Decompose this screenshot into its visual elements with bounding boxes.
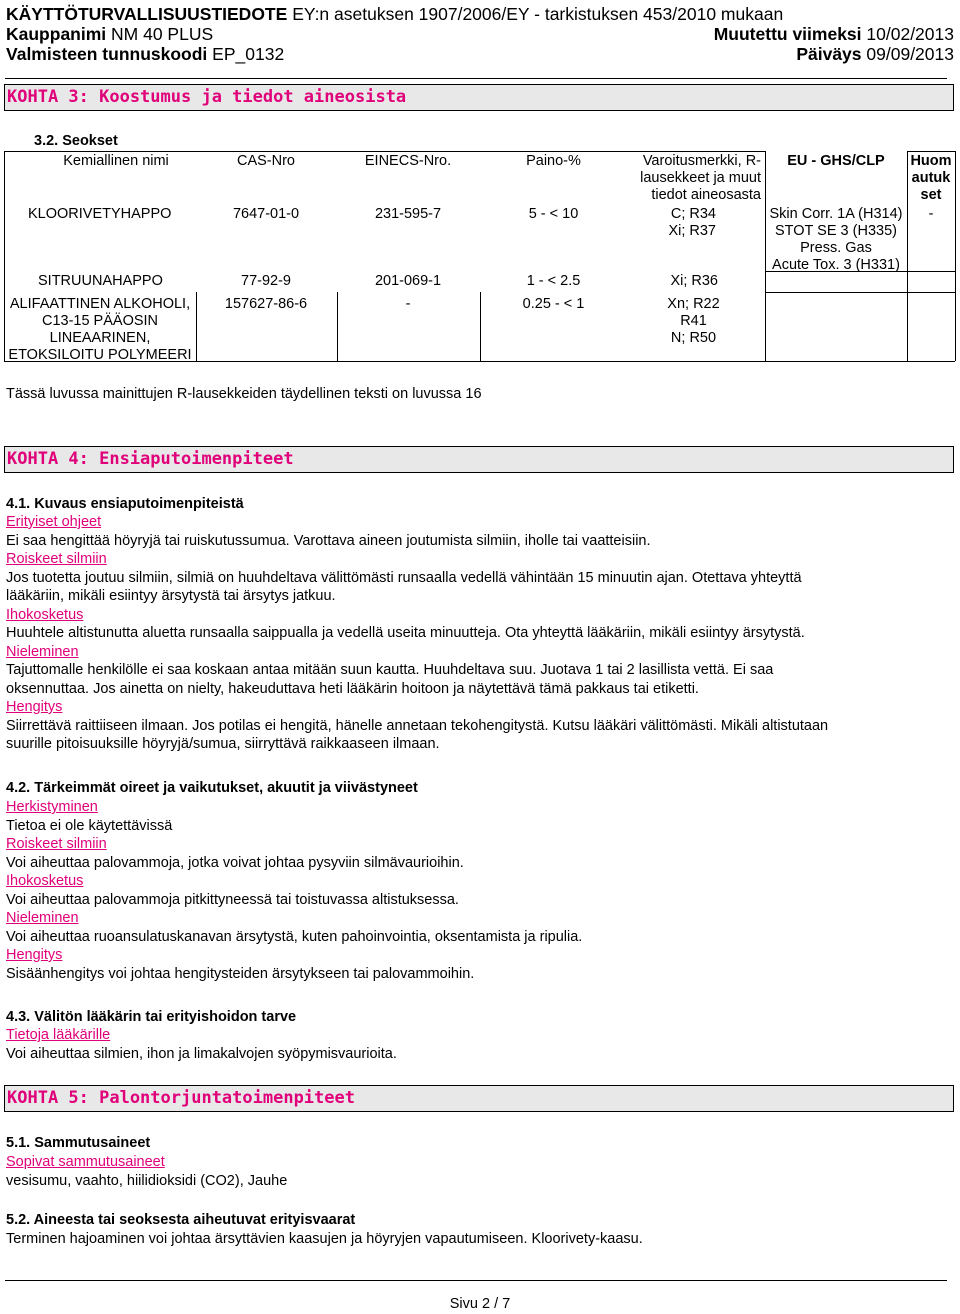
doc-title-suffix: EY:n asetuksen 1907/2006/EY - tarkistuksen 453/2010 mukaan [292,4,784,24]
table-line [4,361,955,362]
row2-cas: 77-92-9 [241,273,291,289]
subsection-3-2: 3.2. Seokset [34,133,118,149]
subsection-4-2: 4.2. Tärkeimmät oireet ja vaikutukset, akuutit ja viivästyneet [6,780,418,796]
subheading: Nieleminen [6,643,79,660]
col-header-weight: Paino-% [526,153,581,169]
col-header-cas: CAS-Nro [236,153,295,169]
row3-einecs: - [405,296,411,312]
row1-note: - [928,206,934,222]
body-text: oksennuttaa. Jos ainetta on nielty, hakeuduttava heti lääkärin hoitoon ja näytettävä tämä pakkaus tai etiketti. [6,680,699,697]
col-header-ghs: EU - GHS/CLP [787,153,885,169]
subheading: Erityiset ohjeet [6,514,102,530]
table-line [907,151,955,152]
special-hazards-text: Terminen hajoaminen voi johtaa ärsyttävien kaasujen ja höyryjen vapautumiseen. Kloorivety-kaasu. [6,1231,643,1247]
row1-einecs: 231-595-7 [374,206,442,222]
col-header-name: Kemiallinen nimi [63,153,169,169]
body-text: Ei saa hengittää höyryjä tai ruiskutussumua. Varottava aineen joutumista silmiin, iholle tai vaatteisiin. [6,532,651,549]
subheading: Herkistyminen [6,799,98,815]
suitable-media-text: vesisumu, vaahto, hiilidioksidi (CO2), Jauhe [6,1173,288,1189]
table-line [907,271,955,272]
body-text: Jos tuotetta joutuu silmiin, silmiä on huuhdeltava välittömästi runsaalla vedellä vähintään 15 minuutin ajan. Otettava yhteyttä [6,569,802,586]
subheading: Hengitys [6,699,63,715]
footer-divider [5,1280,947,1281]
modified-date: Muutettu viimeksi 10/02/2013 [713,24,954,44]
col-header-einecs: EINECS-Nro. [364,153,452,169]
row2-name: SITRUUNAHAPPO [38,273,163,289]
row1-ghs: Skin Corr. 1A (H314) STOT SE 3 (H335) Press. Gas Acute Tox. 3 (H331) [769,206,903,273]
row1-weight: 5 - < 10 [528,206,579,222]
row2-einecs: 201-069-1 [374,273,442,289]
body-text: Tietoa ei ole käytettävissä [6,817,173,834]
header-divider [5,78,947,79]
r-phrase-footnote: Tässä luvussa mainittujen R-lausekkeiden täydellinen teksti on luvussa 16 [6,386,482,402]
col-header-r: Varoitusmerkki, R- lausekkeet ja muut tiedot aineosasta [640,153,761,203]
table-line [765,151,766,361]
subheading: Ihokosketus [6,873,84,889]
body-text: Voi aiheuttaa palovammoja pitkittyneessä tai toistuvassa altistuksessa. [6,891,459,908]
table-line [4,151,765,152]
row2-weight: 1 - < 2.5 [526,273,581,289]
table-line [955,151,956,361]
medical-attention [6,1026,956,1063]
table-line [907,292,955,293]
subsection-5-1: 5.1. Sammutusaineet [6,1135,151,1151]
doc-title-main: KÄYTTÖTURVALLISUUSTIEDOTE [6,4,288,24]
subsection-4-3: 4.3. Välitön lääkärin tai erityishoidon tarve [6,1009,297,1025]
subheading: Ihokosketus [6,606,84,623]
row1-name: KLOORIVETYHAPPO [28,206,172,222]
row2-r-phrases: Xi; R36 [670,273,718,289]
subheading: Roiskeet silmiin [6,551,107,567]
table-line [480,292,481,361]
page-number: Sivu 2 / 7 [449,1296,511,1312]
row3-name: ALIFAATTINEN ALKOHOLI, C13-15 PÄÄOSIN LINEAARINEN, ETOKSILOITU POLYMEERI [8,296,192,363]
body-text: Sisäänhengitys voi johtaa hengitysteiden ärsytykseen tai palovammoihin. [6,965,475,982]
section-3-heading: KOHTA 3: Koostumus ja tiedot aineosista [4,84,954,111]
section-4-heading: KOHTA 4: Ensiaputoimenpiteet [4,446,954,473]
body-text: Siirrettävä raittiiseen ilmaan. Jos potilas ei hengitä, hänelle annetaan tekohengitystä. Kutsu lääkäri välittömästi. Mikäli altistutaan [6,717,829,734]
subheading: Tietoja lääkärille [6,1027,111,1043]
product-name: Kauppanimi NM 40 PLUS [6,24,214,44]
table-line [337,292,338,361]
table-line [4,151,5,361]
subheading: Hengitys [6,947,63,963]
product-code: Valmisteen tunnuskoodi EP_0132 [6,44,285,64]
row3-weight: 0.25 - < 1 [522,296,585,312]
body-text: lääkäriin, mikäli esiintyy ärsytystä tai ärsytys jatkuu. [6,588,336,604]
row3-cas: 157627-86-6 [224,296,308,312]
body-text: Voi aiheuttaa palovammoja, jotka voivat johtaa pysyviin silmävaurioihin. [6,854,464,871]
row1-r-phrases: C; R34 Xi; R37 [668,206,716,239]
document-title [6,4,783,24]
table-line [765,271,907,272]
body-text: Voi aiheuttaa ruoansulatuskanavan ärsytystä, kuten pahoinvointia, oksentamista ja ripulia. [6,928,583,945]
col-header-notes: Huom autuk set [910,153,952,203]
body-text: Voi aiheuttaa silmien, ihon ja limakalvojen syöpymisvaurioita. [6,1045,397,1062]
subsection-4-1: 4.1. Kuvaus ensiaputoimenpiteistä [6,496,244,512]
suitable-media-heading: Sopivat sammutusaineet [6,1154,165,1170]
body-text: Huuhtele altistunutta aluetta runsaalla saippualla ja vedellä useita minuutteja. Ota yhteyttä lääkäriin, mikäli esiintyy ärsytystä. [6,625,805,641]
subsection-5-2: 5.2. Aineesta tai seoksesta aiheutuvat erityisvaarat [6,1212,356,1228]
body-text: Tajuttomalle henkilölle ei saa koskaan antaa mitään suun kautta. Huuhdeltava suu. Juotava 1 tai 2 lasillista vettä. Ei saa [6,662,774,678]
symptoms-effects [6,798,956,983]
row1-cas: 7647-01-0 [232,206,300,222]
table-line [907,151,908,361]
subheading: Nieleminen [6,910,79,926]
table-line [196,292,197,361]
row3-r-phrases: Xn; R22 R41 N; R50 [667,296,720,346]
issue-date: Päiväys 09/09/2013 [796,44,954,64]
table-line [765,292,907,293]
subheading: Roiskeet silmiin [6,836,107,852]
first-aid-measures [6,513,956,754]
body-text: suurille pitoisuuksille höyryjä/sumua, siirryttävä raikkaaseen ilmaan. [6,736,440,752]
section-5-heading: KOHTA 5: Palontorjuntatoimenpiteet [4,1085,954,1112]
